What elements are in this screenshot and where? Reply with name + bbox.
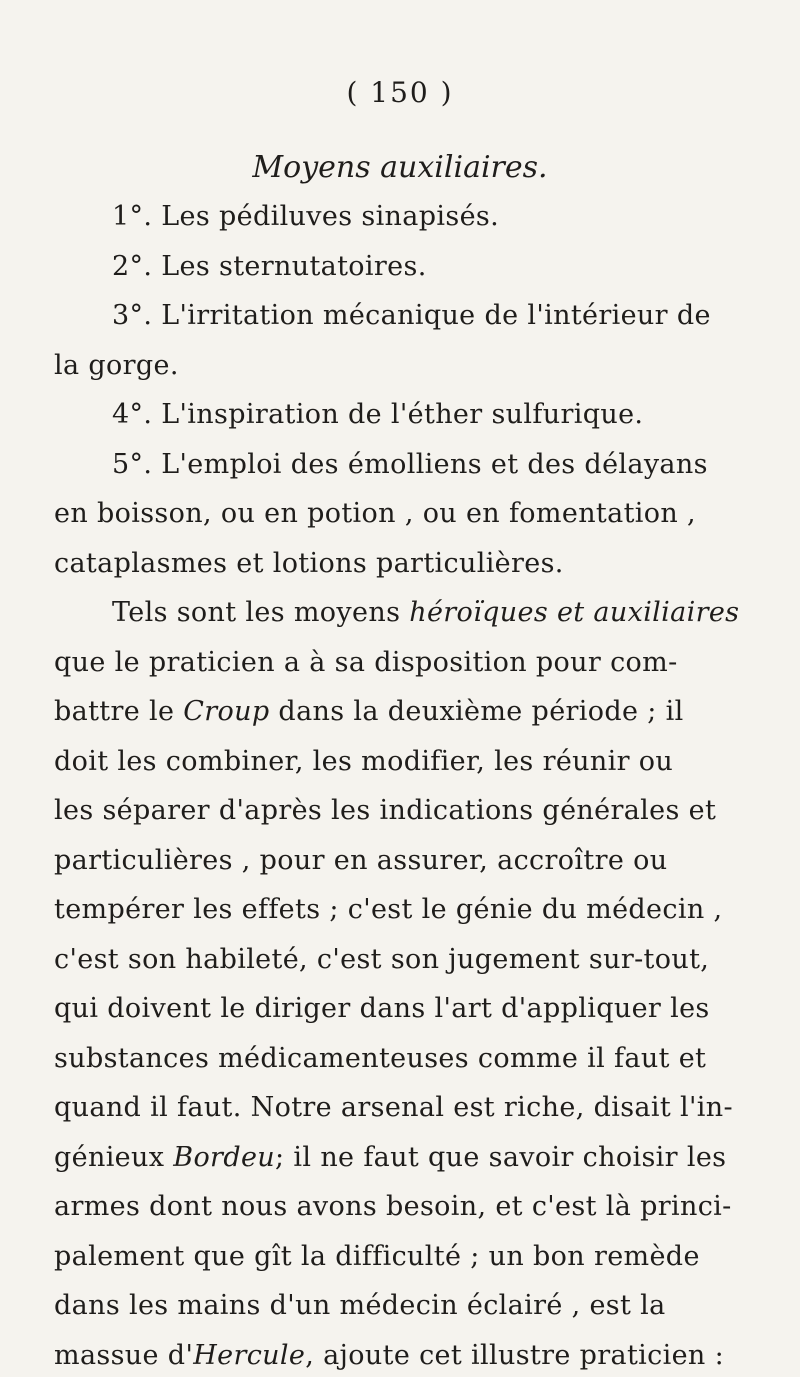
paragraph-line-16: [54, 1339, 724, 1373]
paragraph-text: dans la deuxième période ; il: [269, 696, 684, 727]
list-item-4: 4°. L'inspiration de l'éther sulfurique.: [112, 399, 644, 430]
paragraph-line-2: que le praticien a à sa disposition pour com-: [54, 647, 678, 678]
paragraph-line-13: armes dont nous avons besoin, et c'est là princi-: [54, 1191, 732, 1222]
italic-term: héroïques et auxiliaires: [409, 597, 740, 628]
list-item-2: 2°. Les sternutatoires.: [112, 251, 427, 282]
paragraph-line-11: quand il faut. Notre arsenal est riche, disait l'in-: [54, 1092, 733, 1123]
paragraph-text: Tels sont les moyens: [112, 597, 410, 628]
italic-name-bordeu: Bordeu: [173, 1142, 276, 1173]
paragraph-line-6: particulières , pour en assurer, accroître ou: [54, 845, 668, 876]
paragraph-line-14: palement que gît la difficulté ; un bon remède: [54, 1241, 700, 1272]
paragraph-text: battre le: [54, 696, 184, 727]
paragraph-text: massue d': [54, 1340, 194, 1371]
paragraph-line-10: substances médicamenteuses comme il faut et: [54, 1043, 707, 1074]
list-item-5-continued-1: en boisson, ou en potion , ou en fomentation ,: [54, 498, 696, 529]
paragraph-line-5: les séparer d'après les indications générales et: [54, 795, 717, 826]
paragraph-line-3: [54, 695, 684, 729]
list-item-3: 3°. L'irritation mécanique de l'intérieur de: [112, 300, 711, 331]
paragraph-text: ; il ne faut que savoir choisir les: [275, 1142, 727, 1173]
paragraph-line-7: tempérer les effets ; c'est le génie du médecin ,: [54, 894, 723, 925]
section-title: Moyens auxiliaires.: [252, 150, 548, 185]
paragraph-line-12: [54, 1141, 726, 1175]
list-item-5: 5°. L'emploi des émolliens et des délayans: [112, 449, 708, 480]
paragraph-line-1: [112, 596, 739, 630]
paragraph-text: génieux: [54, 1142, 174, 1173]
paragraph-text: , ajoute cet illustre praticien :: [305, 1340, 725, 1371]
paragraph-line-4: doit les combiner, les modifier, les réunir ou: [54, 746, 674, 777]
italic-term-croup: Croup: [183, 696, 270, 727]
paragraph-line-8: c'est son habileté, c'est son jugement sur-tout,: [54, 944, 710, 975]
list-item-5-continued-2: cataplasmes et lotions particulières.: [54, 548, 564, 579]
list-item-3-continued: la gorge.: [54, 350, 179, 381]
italic-name-hercule: Hercule: [193, 1340, 306, 1371]
paragraph-line-9: qui doivent le diriger dans l'art d'appliquer les: [54, 993, 710, 1024]
list-item-1: 1°. Les pédiluves sinapisés.: [112, 201, 500, 232]
paragraph-line-15: dans les mains d'un médecin éclairé , est la: [54, 1290, 666, 1321]
page-number: ( 150 ): [346, 76, 454, 109]
